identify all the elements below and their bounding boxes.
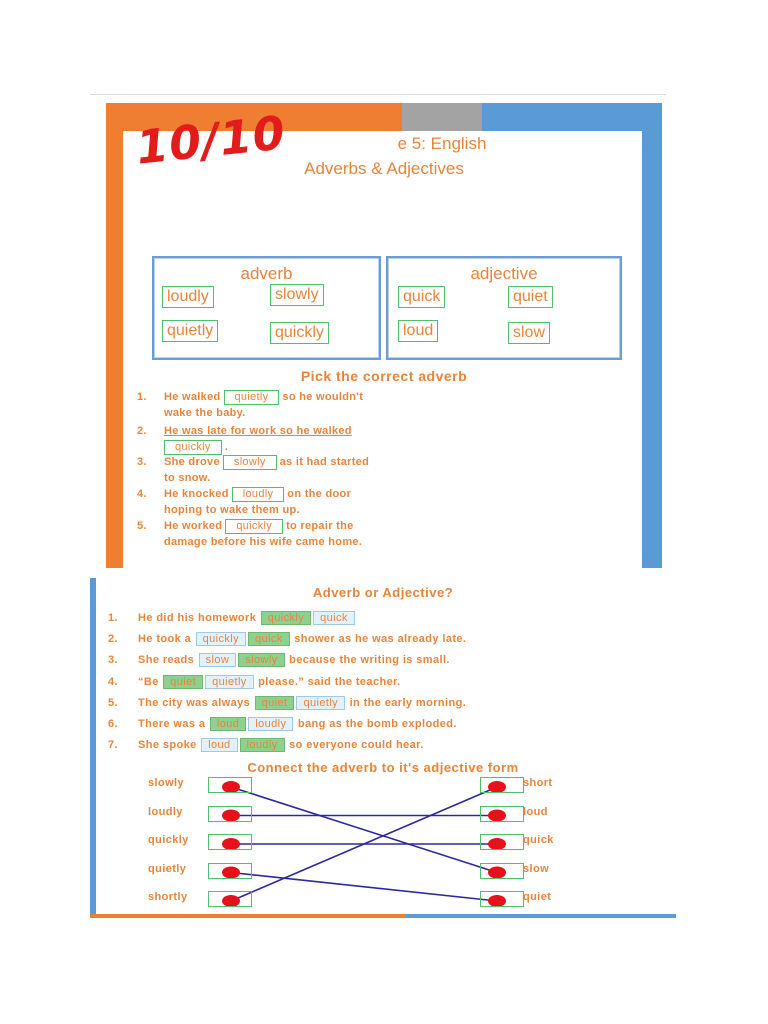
- question-text: He took a: [138, 633, 192, 646]
- question-number: 1.: [108, 612, 118, 624]
- question-number: 7.: [108, 739, 118, 752]
- adjective-connect-word: quiet: [523, 891, 552, 903]
- worksheet-adverbs-adjectives: [106, 103, 662, 568]
- question-text: to snow.: [164, 472, 211, 484]
- question-text: so he wouldn't: [282, 391, 364, 403]
- grade-mark-handwritten: 10/10: [133, 105, 289, 175]
- adjective-connect-word: slow: [523, 862, 550, 875]
- adjective-word: quiet: [508, 286, 553, 308]
- question-text: There was a: [138, 718, 206, 730]
- question-text: He was late for work so he walked: [164, 425, 352, 437]
- question-number: 3.: [137, 456, 147, 468]
- question-text: damage before his wife came home.: [164, 536, 363, 548]
- question-text: She spoke: [138, 739, 197, 752]
- question-number: 1.: [137, 391, 147, 403]
- header-bar-blue: [482, 103, 662, 131]
- answer-box: quietly: [224, 390, 280, 405]
- adjective-word: quick: [398, 286, 445, 308]
- adjective-connect-word: loud: [523, 805, 548, 818]
- connection-line: [231, 873, 497, 902]
- question-number: 5.: [137, 520, 147, 532]
- question-item: [137, 486, 351, 518]
- question-text: wake the baby.: [164, 407, 246, 419]
- question-item: [137, 389, 363, 421]
- question-number: 3.: [108, 654, 118, 667]
- section-heading-pick-adverb: Pick the correct adverb: [300, 368, 468, 384]
- answer-option-chip[interactable]: loudly: [248, 717, 293, 731]
- question-item: [137, 454, 369, 486]
- question-text: hoping to wake them up.: [164, 504, 300, 516]
- adjective-connect-word: quick: [523, 834, 554, 846]
- question-text: on the door: [287, 488, 352, 500]
- adverb-connect-word: quietly: [148, 862, 187, 875]
- worksheet-title: e 5: English: [397, 134, 487, 153]
- adverb-connect-word: loudly: [148, 805, 183, 818]
- question-text: She reads: [138, 654, 195, 667]
- adjective-word: loud: [398, 320, 438, 342]
- adjective-word: slow: [508, 322, 550, 344]
- question-number: 5.: [108, 696, 118, 709]
- adverb-connect-word: quickly: [148, 834, 189, 846]
- question-number: 2.: [108, 633, 118, 646]
- question-number: 6.: [108, 718, 118, 730]
- answer-option-chip[interactable]: slowly: [238, 653, 284, 667]
- worksheet-subtitle: Adverbs & Adjectives: [304, 159, 464, 178]
- connect-box-left[interactable]: [208, 806, 252, 822]
- section-heading-connect: Connect the adverb to it's adjective form: [247, 760, 519, 775]
- question-text: bang as the bomb exploded.: [297, 718, 457, 730]
- answer-box: quickly: [225, 519, 283, 534]
- worksheet-adverb-or-adjective: [90, 578, 676, 918]
- connect-box-left[interactable]: [208, 834, 252, 850]
- question-item: [137, 518, 362, 550]
- question-text: The city was always: [138, 696, 251, 709]
- question-text: so everyone could hear.: [289, 739, 424, 752]
- question-text: “Be: [138, 675, 159, 688]
- adjective-box: [386, 256, 622, 360]
- answer-option-chip[interactable]: loud: [201, 738, 237, 752]
- answer-option-chip[interactable]: slow: [199, 653, 237, 667]
- answer-box: quickly: [164, 440, 222, 455]
- question-text: in the early morning.: [349, 696, 467, 709]
- connect-box-left[interactable]: [208, 863, 252, 879]
- question-number: 4.: [137, 488, 147, 500]
- page-top-rule: [90, 94, 666, 95]
- answer-option-chip[interactable]: loud: [210, 717, 246, 731]
- answer-option-chip[interactable]: quietly: [205, 675, 254, 689]
- question-item: [137, 423, 352, 455]
- answer-option-chip[interactable]: quickly: [261, 611, 311, 625]
- adjective-connect-word: short: [523, 777, 553, 789]
- question-number: 2.: [137, 425, 147, 437]
- adverb-word: slowly: [270, 284, 324, 306]
- answer-option-chip[interactable]: quickly: [196, 632, 246, 646]
- question-text: shower as he was already late.: [294, 633, 467, 646]
- connect-box-left[interactable]: [208, 891, 252, 907]
- answer-option-chip[interactable]: quiet: [163, 675, 203, 689]
- connect-box-right[interactable]: [480, 863, 524, 879]
- question-text: to repair the: [286, 520, 354, 532]
- question-text: She drove: [164, 456, 220, 468]
- question-number: 4.: [108, 675, 118, 688]
- question-text: He did his homework: [138, 612, 257, 624]
- answer-option-chip[interactable]: quiet: [255, 696, 295, 710]
- adverb-word: quickly: [270, 322, 329, 344]
- connect-box-right[interactable]: [480, 777, 524, 793]
- header-bar-gray: [402, 103, 482, 131]
- adverb-heading: adverb: [240, 264, 293, 283]
- question-text: as it had started: [279, 456, 370, 468]
- connect-box-right[interactable]: [480, 834, 524, 850]
- question-text: He walked: [164, 391, 221, 403]
- adverb-word: loudly: [162, 286, 214, 308]
- answer-box: slowly: [223, 455, 277, 470]
- connect-box-right[interactable]: [480, 891, 524, 907]
- section-heading-adverb-or-adjective: Adverb or Adjective?: [312, 585, 454, 600]
- adverb-connect-word: shortly: [148, 891, 188, 903]
- answer-option-chip[interactable]: quick: [248, 632, 290, 646]
- answer-box: loudly: [232, 487, 285, 502]
- question-text: because the writing is small.: [289, 654, 450, 667]
- adverb-box: [152, 256, 381, 360]
- connect-box-right[interactable]: [480, 806, 524, 822]
- adjective-heading: adjective: [470, 264, 538, 283]
- question-text: please.” said the teacher.: [258, 675, 401, 688]
- connect-box-left[interactable]: [208, 777, 252, 793]
- answer-option-chip[interactable]: quick: [313, 611, 355, 625]
- answer-option-chip[interactable]: loudly: [240, 738, 285, 752]
- adverb-connect-word: slowly: [148, 777, 185, 789]
- question-text: .: [224, 441, 229, 453]
- connection-line: [231, 787, 497, 873]
- answer-option-chip[interactable]: quietly: [296, 696, 345, 710]
- question-text: He worked: [164, 520, 223, 532]
- question-text: He knocked: [164, 488, 229, 500]
- adverb-word: quietly: [162, 320, 218, 342]
